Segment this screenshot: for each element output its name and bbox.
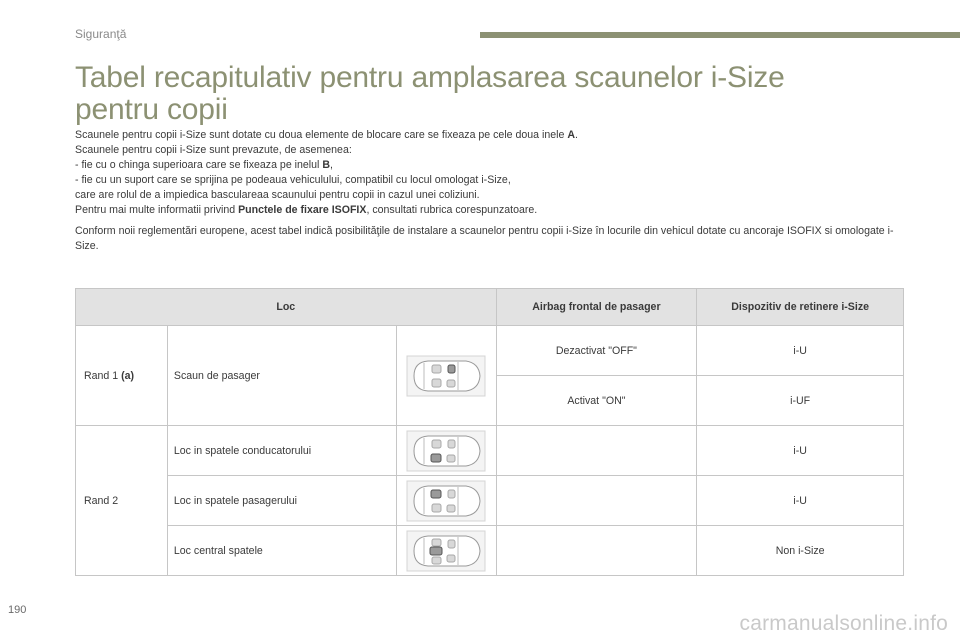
page-title	[75, 62, 785, 126]
seat-name: Loc in spatele conducatorului	[167, 426, 396, 476]
seat-summary-table	[75, 288, 904, 576]
title-line-1: Tabel recapitulativ pentru amplasarea scaunelor i-Size	[75, 61, 785, 94]
intro-line-2: Scaunele pentru copii i-Size sunt prevazute, de asemenea:	[75, 144, 352, 156]
table-row	[76, 526, 904, 576]
device-value: i-U	[697, 326, 904, 376]
header-device: Dispozitiv de retinere i-Size	[697, 289, 904, 326]
car-seat-icon	[406, 480, 486, 522]
intro-line-5: care are rolul de a impiedica basculareaa scaunului pentru copii in cazul unei coliziuni.	[75, 189, 480, 201]
section-label: Siguranţă	[75, 27, 127, 41]
airbag-status-on: Activat "ON"	[496, 376, 697, 426]
row-label-rand-1: Rand 1 (a)	[76, 326, 168, 426]
table-row	[76, 426, 904, 476]
device-value: i-U	[697, 426, 904, 476]
table-header-row	[76, 289, 904, 326]
car-diagram-rear-center	[396, 526, 496, 576]
page-number: 190	[8, 604, 27, 616]
seat-name: Loc central spatele	[167, 526, 396, 576]
watermark: carmanualsonline.info	[739, 612, 948, 635]
title-line-2: pentru copii	[75, 93, 228, 126]
airbag-empty-cell	[496, 526, 697, 576]
car-seat-icon	[406, 355, 486, 397]
intro-text	[75, 128, 895, 254]
device-value: i-UF	[697, 376, 904, 426]
car-seat-icon	[406, 530, 486, 572]
intro-line-6: Pentru mai multe informatii privind Punctele de fixare ISOFIX, consultati rubrica corespunzatoare.	[75, 204, 538, 216]
device-value: Non i-Size	[697, 526, 904, 576]
device-value: i-U	[697, 476, 904, 526]
intro-line-3: - fie cu o chinga superioara care se fixeaza pe inelul B,	[75, 159, 333, 171]
table-row	[76, 326, 904, 376]
header-airbag: Airbag frontal de pasager	[496, 289, 697, 326]
airbag-empty-cell	[496, 476, 697, 526]
intro-paragraph-2: Conform noii reglementări europene, acest tabel indică posibilităţile de instalare a scaunelor pentru copii i-Size în locurile din vehicul dotate cu ancoraje ISOFIX si omologate i-Size.	[75, 225, 894, 252]
row-label-rand-2: Rand 2	[76, 426, 168, 576]
car-seat-icon	[406, 430, 486, 472]
car-diagram-behind-driver	[396, 426, 496, 476]
header-loc: Loc	[76, 289, 497, 326]
airbag-status-off: Dezactivat "OFF"	[496, 326, 697, 376]
table-row	[76, 476, 904, 526]
car-diagram-front-passenger	[396, 326, 496, 426]
intro-line-1: Scaunele pentru copii i-Size sunt dotate cu doua elemente de blocare care se fixeaza pe cele doua inele A.	[75, 129, 578, 141]
airbag-empty-cell	[496, 426, 697, 476]
car-diagram-behind-passenger	[396, 476, 496, 526]
seat-name: Scaun de pasager	[167, 326, 396, 426]
section-bar	[480, 32, 960, 38]
intro-line-4: - fie cu un suport care se sprijina pe podeaua vehiculului, compatibil cu locul omologat i-Size,	[75, 174, 511, 186]
seat-name: Loc in spatele pasagerului	[167, 476, 396, 526]
